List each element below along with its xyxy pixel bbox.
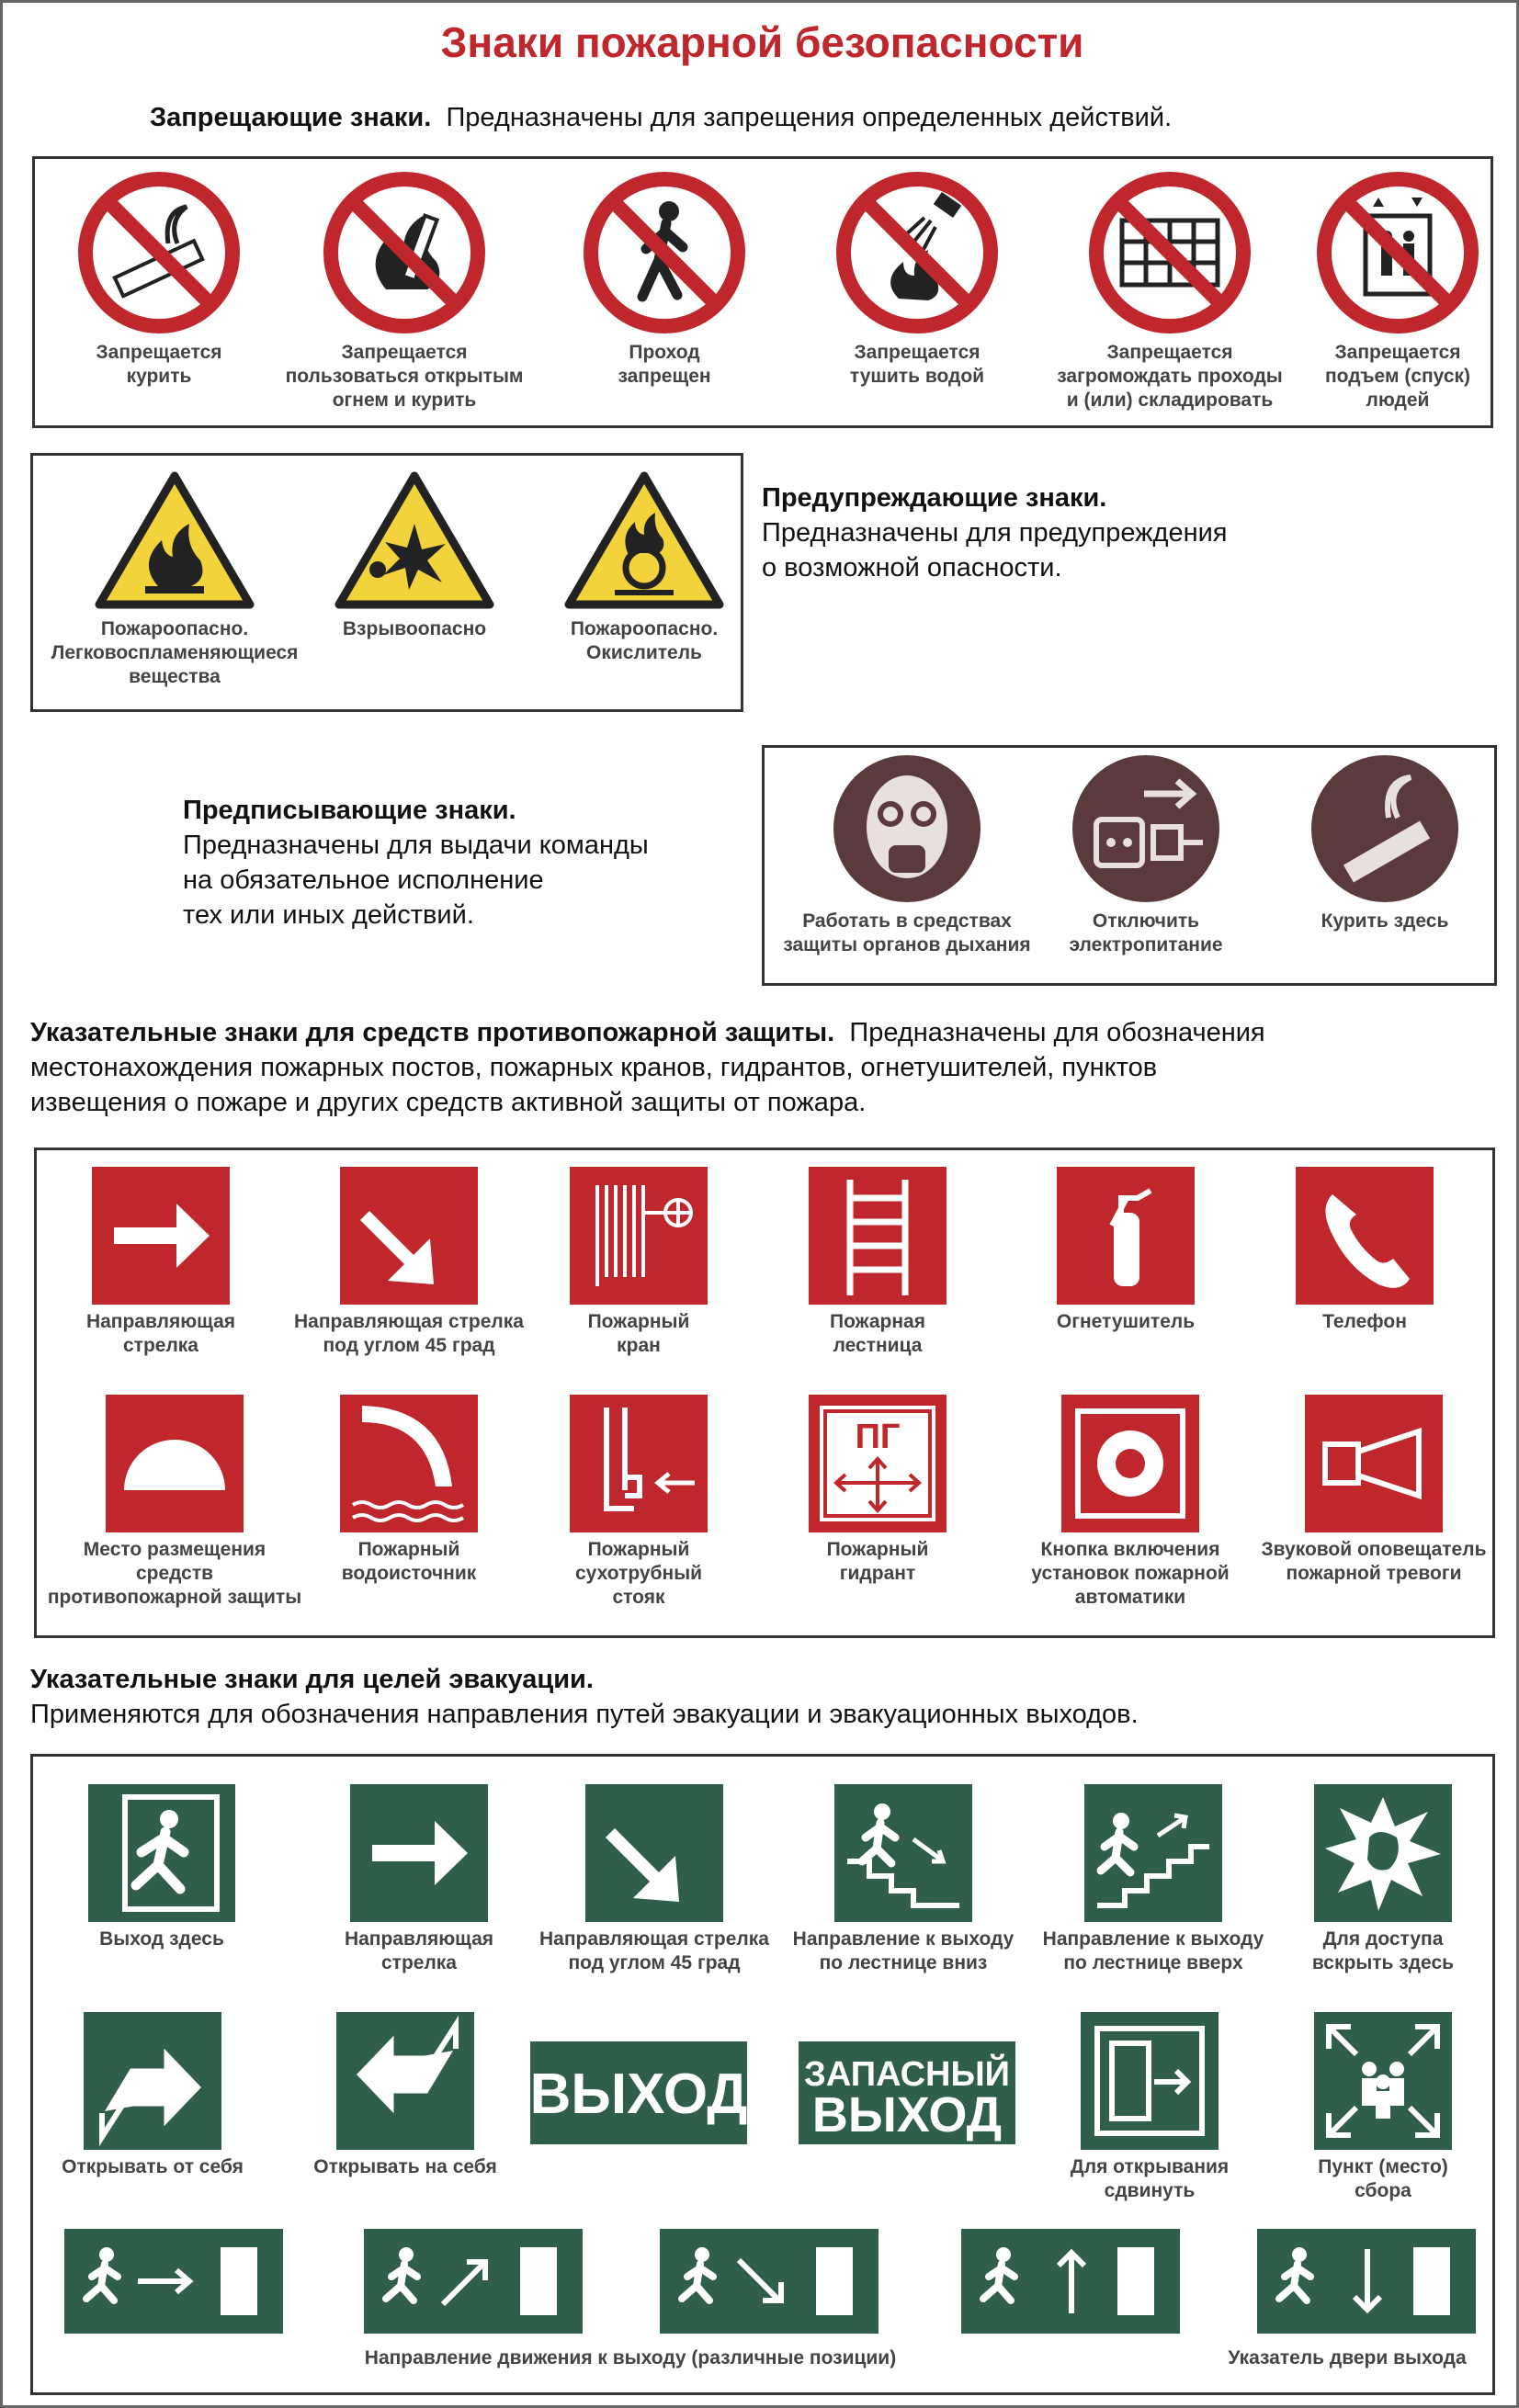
evac-sign-stairs-down [779, 1784, 1027, 1975]
equipment-place-icon [106, 1395, 244, 1532]
emergency-exit-line1: ЗАПАСНЫЙ [804, 2055, 1010, 2094]
fire-sign-hydrant [772, 1395, 983, 1586]
exit-text: ВЫХОД [530, 2063, 747, 2126]
sign-caption: Огнетушитель [1056, 1311, 1196, 1332]
exit-here-icon [88, 1784, 235, 1922]
pull-door-icon [336, 2012, 474, 2150]
fire-sign-ladder [772, 1167, 983, 1358]
ladder-icon [809, 1167, 947, 1305]
prohibition-sign-no-water [802, 170, 1032, 389]
prohibition-sign-no-smoking [44, 170, 274, 389]
direction-up-right-icon [364, 2229, 583, 2334]
evacuation-heading: Указательные знаки для целей эвакуации. [30, 1665, 594, 1694]
emergency-exit-text-icon [799, 2041, 1015, 2144]
phone-icon [1296, 1167, 1434, 1305]
mandatory-sign-smoking-area [1279, 753, 1491, 933]
direction-down-right-icon [660, 2229, 879, 2334]
fire-sign-water-source [285, 1395, 533, 1586]
push-door-icon [84, 2012, 221, 2150]
fire-equipment-desc-line3: извещения о пожаре и других средств активной защиты от пожара. [30, 1088, 867, 1117]
no-entry-icon [582, 170, 747, 335]
sign-caption: Пожароопасно. Легковоспламеняющиеся вещества [51, 618, 299, 687]
mandatory-box [762, 745, 1497, 986]
sign-caption: Запрещается тушить водой [849, 342, 985, 387]
evac-sign-slide [1026, 2012, 1274, 2203]
fire-sign-phone [1259, 1167, 1470, 1334]
sign-caption: Запрещается курить [96, 342, 222, 387]
direction-caption: Направление движения к выходу (различные позиции) [364, 2347, 897, 2368]
unplug-icon [1071, 753, 1221, 904]
arrow-right-icon [92, 1167, 230, 1305]
sign-caption: Пожароопасно. Окислитель [570, 618, 719, 663]
fire-sign-siren [1259, 1395, 1489, 1586]
evac-sign-emergency-exit [792, 2041, 1022, 2144]
sign-caption: Пожарная лестница [830, 1311, 925, 1356]
fire-equipment-desc-line2: местонахождения пожарных постов, пожарных кранов, гидрантов, огнетушителей, пунктов [30, 1053, 1158, 1082]
sign-caption: Пункт (место) сбора [1318, 2156, 1448, 2201]
evac-sign-exit-here [42, 1784, 281, 1951]
sign-caption: Для открывания сдвинуть [1070, 2156, 1230, 2201]
evac-sign-stairs-up [1029, 1784, 1277, 1975]
sign-caption: Отключить электропитание [1069, 910, 1223, 955]
flammable-icon [92, 469, 257, 612]
sign-caption: Направление к выходу по лестнице вниз [792, 1928, 1015, 1973]
sign-caption: Запрещается загромождать проходы и (или) складировать [1057, 342, 1283, 411]
dry-riser-icon [570, 1395, 708, 1532]
sign-caption: Пожарный гидрант [826, 1539, 929, 1584]
direction-up-icon [961, 2229, 1180, 2334]
sign-caption: Направляющая стрелка под углом 45 град [294, 1311, 524, 1356]
assembly-point-icon [1314, 2012, 1452, 2150]
warning-sign-flammable [37, 469, 312, 689]
fire-sign-extinguisher [1011, 1167, 1241, 1334]
mandatory-sign-unplug [1040, 753, 1252, 957]
fire-sign-arrow [37, 1167, 285, 1358]
sign-caption: Направляющая стрелка [344, 1928, 494, 1973]
sign-caption: Пожарный сухотрубный стояк [574, 1539, 703, 1608]
sign-caption: Звуковой оповещатель пожарной тревоги [1261, 1539, 1487, 1584]
exit-text-icon [530, 2041, 747, 2144]
hydrant-icon [809, 1395, 947, 1532]
sign-caption: Для доступа вскрыть здесь [1311, 1928, 1455, 1973]
explosive-icon [332, 469, 497, 612]
prohibition-sign-no-storage [1037, 170, 1303, 413]
page-title: Знаки пожарной безопасности [440, 18, 1084, 66]
warning-desc-line1: Предназначены для предупреждения [762, 518, 1228, 548]
warning-intro [762, 480, 1228, 585]
no-open-fire-icon [322, 170, 487, 335]
mandatory-heading: Предписывающие знаки. [183, 796, 516, 825]
direction-down-icon [1257, 2229, 1476, 2334]
sign-caption: Открывать на себя [313, 2156, 497, 2177]
sign-caption: Взрывоопасно [342, 618, 487, 639]
mandatory-desc-line1: Предназначены для выдачи команды [183, 831, 649, 860]
sign-caption: Направление к выходу по лестнице вверх [1042, 1928, 1264, 1973]
fire-hose-icon [570, 1167, 708, 1305]
evacuation-box [30, 1754, 1495, 2395]
mandatory-sign-respirator [774, 753, 1040, 957]
stairs-down-icon [834, 1784, 972, 1922]
evac-sign-arrow-diagonal [526, 1784, 783, 1975]
warning-box [30, 453, 743, 712]
arrow-diagonal-icon [340, 1167, 478, 1305]
fire-equipment-box [34, 1147, 1495, 1638]
mandatory-intro [183, 793, 649, 933]
sign-caption: Телефон [1322, 1311, 1407, 1332]
evac-sign-arrow [300, 1784, 538, 1975]
fire-sign-alarm-button [1011, 1395, 1250, 1610]
evac-sign-exit-text [524, 2041, 754, 2144]
warning-heading: Предупреждающие знаки. [762, 483, 1107, 513]
sign-caption: Направляющая стрелка под углом 45 град [539, 1928, 769, 1973]
warning-desc-line2: о возможной опасности. [762, 553, 1062, 582]
slide-door-icon [1081, 2012, 1219, 2150]
siren-icon [1305, 1395, 1443, 1532]
direction-right-icon [64, 2229, 283, 2334]
sign-caption: Выход здесь [99, 1928, 224, 1950]
no-lift-icon [1315, 170, 1480, 335]
prohibition-sign-no-lift [1301, 170, 1494, 413]
sign-caption: Место размещения средств противопожарной защиты [47, 1539, 302, 1608]
sign-caption: Кнопка включения установок пожарной автоматики [1031, 1539, 1230, 1608]
prohibition-sign-no-entry [550, 170, 779, 389]
prohibition-sign-no-open-fire [276, 170, 533, 413]
fire-equipment-desc-line1: Предназначены для обозначения [849, 1018, 1265, 1047]
sign-caption: Запрещается пользоваться открытым огнем и курить [285, 342, 524, 411]
no-smoking-icon [76, 170, 242, 335]
prohibition-desc: Предназначены для запрещения определенных действий. [446, 103, 1173, 132]
evacuation-desc: Применяются для обозначения направления путей эвакуации и эвакуационных выходов. [30, 1700, 1139, 1729]
alarm-button-icon [1061, 1395, 1199, 1532]
evacuation-intro [30, 1662, 1491, 1732]
emergency-exit-line2: ВЫХОД [811, 2087, 1003, 2142]
evac-sign-push [33, 2012, 272, 2179]
extinguisher-icon [1057, 1167, 1195, 1305]
arrow-right-icon [350, 1784, 488, 1922]
sign-caption: Пожарный кран [587, 1311, 690, 1356]
prohibition-box [32, 156, 1493, 428]
sign-caption: Проход запрещен [618, 342, 711, 387]
door-caption: Указатель двери выхода [1228, 2347, 1467, 2368]
fire-sign-equipment-place [37, 1395, 312, 1610]
sign-caption: Пожарный водоисточник [341, 1539, 477, 1584]
evac-sign-assembly [1277, 2012, 1489, 2203]
no-water-icon [834, 170, 1000, 335]
mandatory-desc-line2: на обязательное исполнение [183, 865, 544, 895]
smoking-area-icon [1309, 753, 1460, 904]
fire-equipment-heading: Указательные знаки для средств противопожарной защиты. [30, 1018, 835, 1047]
warning-sign-explosive [309, 469, 520, 641]
sign-caption: Работать в средствах защиты органов дыхания [783, 910, 1031, 955]
sign-caption: Курить здесь [1321, 910, 1449, 932]
stairs-up-icon [1084, 1784, 1222, 1922]
arrow-diagonal-icon [585, 1784, 723, 1922]
sign-caption: Направляющая стрелка [85, 1311, 236, 1356]
sign-caption: Запрещается подъем (спуск) людей [1324, 342, 1471, 411]
fire-sign-dry-riser [533, 1395, 744, 1610]
fire-sign-hose [533, 1167, 744, 1358]
oxidizer-icon [561, 469, 727, 612]
mandatory-desc-line3: тех или иных действий. [183, 900, 474, 930]
fire-equipment-intro [30, 1015, 1491, 1120]
break-glass-icon [1314, 1784, 1452, 1922]
evac-sign-break-glass [1277, 1784, 1489, 1975]
prohibition-intro [150, 100, 1172, 135]
no-storage-icon [1087, 170, 1253, 335]
hydrant-label: ПГ [855, 1418, 901, 1456]
respirator-icon [832, 753, 982, 904]
warning-sign-oxidizer [543, 469, 745, 665]
evac-sign-pull [281, 2012, 529, 2179]
water-source-icon [340, 1395, 478, 1532]
sign-caption: Открывать от себя [62, 2156, 244, 2177]
fire-sign-arrow-diagonal [285, 1167, 533, 1358]
prohibition-heading: Запрещающие знаки. [150, 103, 432, 132]
